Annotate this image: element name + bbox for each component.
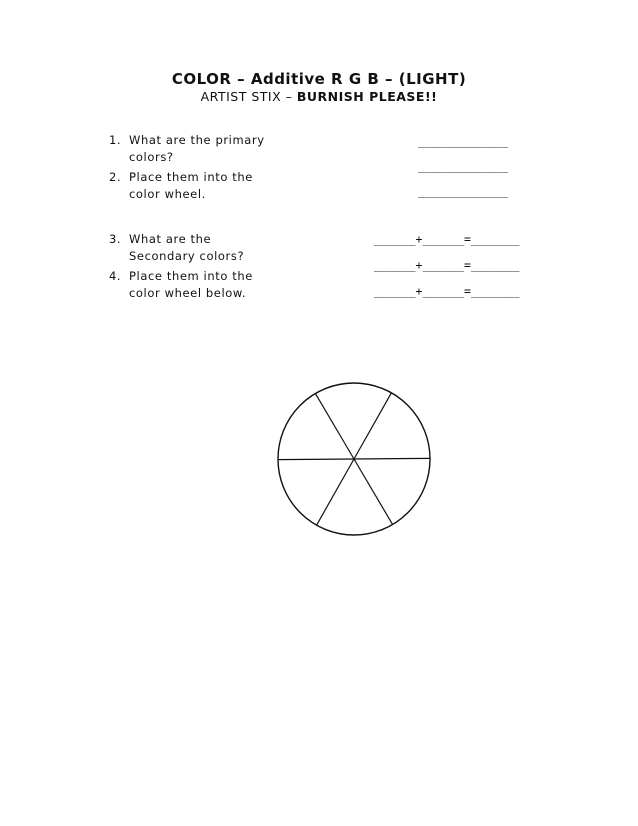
color-wheel-spokes	[278, 393, 430, 525]
question-text: Place them into the	[129, 170, 253, 184]
color-wheel-spoke	[315, 394, 354, 459]
question-4	[109, 268, 253, 302]
mixing-equation-blank[interactable]: ______+______=_______	[374, 284, 520, 298]
question-text: What are the	[129, 232, 212, 246]
worksheet-subtitle	[0, 89, 638, 104]
question-text: color wheel.	[129, 187, 206, 201]
answer-blank[interactable]: _____________	[418, 134, 509, 148]
question-text: color wheel below.	[129, 286, 247, 300]
color-wheel-spoke	[317, 459, 354, 525]
question-number: 4.	[109, 269, 122, 283]
color-wheel-spoke	[354, 393, 391, 459]
question-1	[109, 132, 265, 166]
color-wheel[interactable]	[274, 379, 434, 539]
answer-blank[interactable]: _____________	[418, 184, 509, 198]
question-number: 3.	[109, 232, 122, 246]
question-3	[109, 231, 244, 265]
question-text: Secondary colors?	[129, 249, 245, 263]
question-number: 2.	[109, 170, 122, 184]
subtitle-prefix: ARTIST STIX –	[200, 89, 297, 104]
color-wheel-spoke	[354, 458, 430, 459]
color-wheel-spoke	[278, 459, 354, 460]
color-wheel-spoke	[354, 459, 393, 524]
question-2	[109, 169, 253, 203]
mixing-equation-blank[interactable]: ______+______=_______	[374, 258, 520, 272]
question-number: 1.	[109, 133, 122, 147]
mixing-equation-blank[interactable]: ______+______=_______	[374, 232, 520, 246]
worksheet-title: COLOR – Additive R G B – (LIGHT)	[171, 70, 467, 88]
question-text: Place them into the	[129, 269, 253, 283]
question-text: colors?	[129, 150, 174, 164]
answer-blank[interactable]: _____________	[418, 159, 509, 173]
question-text: What are the primary	[129, 133, 265, 147]
subtitle-emphasis: BURNISH PLEASE!!	[296, 89, 438, 104]
